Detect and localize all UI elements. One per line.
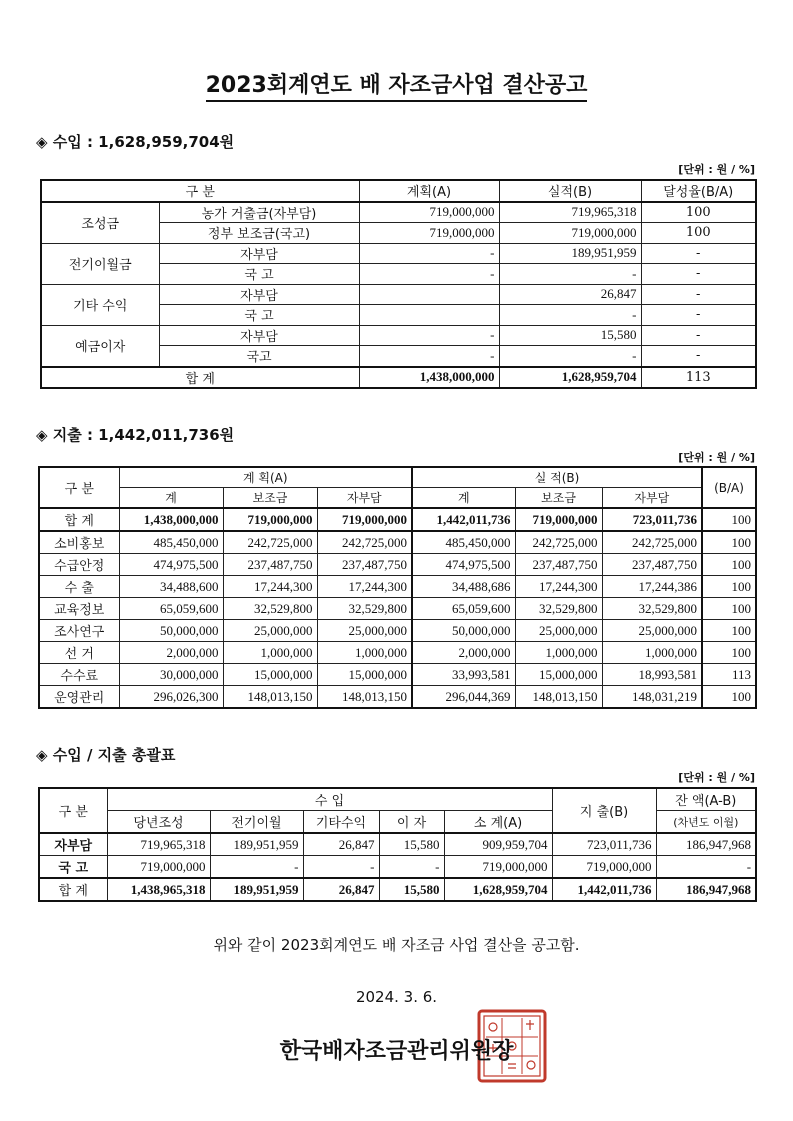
row-label: 소비홍보 xyxy=(39,531,119,554)
row-label: 수급안정 xyxy=(39,554,119,576)
plan-cell: - xyxy=(359,243,499,264)
actual-cell: 719,000,000 xyxy=(499,223,641,244)
value-cell: - xyxy=(656,856,756,879)
group-label: 전기이월금 xyxy=(41,243,159,284)
value-cell: 1,442,011,736 xyxy=(412,508,515,531)
actual-cell: 15,580 xyxy=(499,325,641,346)
value-cell: 237,487,750 xyxy=(317,554,412,576)
total-row xyxy=(39,508,756,531)
rate-cell: 100 xyxy=(702,686,756,709)
value-cell: 1,438,965,318 xyxy=(107,878,210,901)
value-cell: 34,488,686 xyxy=(412,576,515,598)
expense-heading: ◈ 지출 : 1,442,011,736원 xyxy=(36,426,235,444)
value-cell: 25,000,000 xyxy=(317,620,412,642)
value-cell: 26,847 xyxy=(303,878,379,901)
actual-cell: 719,965,318 xyxy=(499,202,641,223)
table-row xyxy=(39,620,756,642)
value-cell: 32,529,800 xyxy=(515,598,602,620)
expense-unit-label: [단위 : 원 / %] xyxy=(678,451,755,464)
value-cell: 189,951,959 xyxy=(210,878,303,901)
subheader-cell: 계 xyxy=(412,488,515,509)
summary-unit-label: [단위 : 원 / %] xyxy=(678,771,755,784)
table-row xyxy=(39,531,756,554)
income-header-plan: 계획(A) xyxy=(359,180,499,202)
expense-header-row-2 xyxy=(39,488,756,509)
value-cell: 15,580 xyxy=(379,833,444,856)
plan-cell xyxy=(359,284,499,305)
rate-cell: 100 xyxy=(702,554,756,576)
table-row xyxy=(41,202,756,223)
group-label: 조성금 xyxy=(41,202,159,244)
row-label: 수수료 xyxy=(39,664,119,686)
sub-label: 국고 xyxy=(159,346,359,367)
value-cell: 237,487,750 xyxy=(602,554,702,576)
sub-label: 정부 보조금(국고) xyxy=(159,223,359,244)
table-row xyxy=(39,686,756,709)
rate-cell: 100 xyxy=(702,642,756,664)
value-cell: 1,442,011,736 xyxy=(552,878,656,901)
value-cell: 719,000,000 xyxy=(317,508,412,531)
value-cell: 15,000,000 xyxy=(223,664,317,686)
plan-cell: 719,000,000 xyxy=(359,223,499,244)
plan-cell: 719,000,000 xyxy=(359,202,499,223)
actual-cell: 26,847 xyxy=(499,284,641,305)
rate-cell: - xyxy=(641,346,756,367)
plan-cell: - xyxy=(359,346,499,367)
total-row xyxy=(39,878,756,901)
value-cell: 1,000,000 xyxy=(602,642,702,664)
expense-header-actual: 실 적(B) xyxy=(412,467,702,488)
value-cell: 296,026,300 xyxy=(119,686,223,709)
table-row xyxy=(39,554,756,576)
value-cell: 2,000,000 xyxy=(119,642,223,664)
summary-header-category: 구 분 xyxy=(39,788,107,833)
value-cell: 1,000,000 xyxy=(515,642,602,664)
subheader-cell: 계 xyxy=(119,488,223,509)
group-label: 예금이자 xyxy=(41,325,159,367)
value-cell: 148,013,150 xyxy=(223,686,317,709)
value-cell: 237,487,750 xyxy=(515,554,602,576)
income-header-category: 구 분 xyxy=(41,180,359,202)
actual-cell: - xyxy=(499,305,641,326)
subheader-cell: 자부담 xyxy=(317,488,412,509)
value-cell: 186,947,968 xyxy=(656,878,756,901)
value-cell: 485,450,000 xyxy=(119,531,223,554)
value-cell: 65,059,600 xyxy=(119,598,223,620)
subheader-cell: 이 자 xyxy=(379,811,444,834)
income-heading: ◈ 수입 : 1,628,959,704원 xyxy=(36,133,235,151)
row-label: 수 출 xyxy=(39,576,119,598)
value-cell: 237,487,750 xyxy=(223,554,317,576)
total-label: 합 계 xyxy=(39,508,119,531)
total-rate: 113 xyxy=(641,367,756,389)
sub-label: 자부담 xyxy=(159,243,359,264)
plan-cell xyxy=(359,305,499,326)
sub-label: 국 고 xyxy=(159,305,359,326)
sub-label: 농가 거출금(자부담) xyxy=(159,202,359,223)
table-row xyxy=(39,664,756,686)
value-cell: 242,725,000 xyxy=(602,531,702,554)
table-row xyxy=(39,598,756,620)
row-label: 교육정보 xyxy=(39,598,119,620)
value-cell: 17,244,386 xyxy=(602,576,702,598)
summary-header-income: 수 입 xyxy=(107,788,552,811)
value-cell: 15,000,000 xyxy=(515,664,602,686)
subheader-cell: 전기이월 xyxy=(210,811,303,834)
total-label: 합 계 xyxy=(41,367,359,389)
value-cell: 34,488,600 xyxy=(119,576,223,598)
value-cell: 2,000,000 xyxy=(412,642,515,664)
total-plan: 1,438,000,000 xyxy=(359,367,499,389)
rate-cell: - xyxy=(641,325,756,346)
value-cell: - xyxy=(210,856,303,879)
value-cell: 474,975,500 xyxy=(119,554,223,576)
row-label: 국 고 xyxy=(39,856,107,879)
row-label: 자부담 xyxy=(39,833,107,856)
value-cell: 30,000,000 xyxy=(119,664,223,686)
expense-table xyxy=(38,466,757,709)
organization-name: 한국배자조금관리위원장 xyxy=(279,1039,514,1064)
rate-cell: - xyxy=(641,243,756,264)
value-cell: 25,000,000 xyxy=(515,620,602,642)
actual-cell: 189,951,959 xyxy=(499,243,641,264)
plan-cell: - xyxy=(359,264,499,285)
table-row xyxy=(39,642,756,664)
rate-cell: 100 xyxy=(641,223,756,244)
income-header-row xyxy=(41,180,756,202)
value-cell: 148,031,219 xyxy=(602,686,702,709)
value-cell: 719,000,000 xyxy=(107,856,210,879)
summary-heading: ◈ 수입 / 지출 총괄표 xyxy=(36,746,176,764)
value-cell: 719,965,318 xyxy=(107,833,210,856)
value-cell: 189,951,959 xyxy=(210,833,303,856)
rate-cell: 100 xyxy=(702,620,756,642)
value-cell: 148,013,150 xyxy=(515,686,602,709)
value-cell: 50,000,000 xyxy=(412,620,515,642)
value-cell: 17,244,300 xyxy=(223,576,317,598)
table-row xyxy=(39,856,756,879)
subheader-cell: 소 계(A) xyxy=(444,811,552,834)
value-cell: 186,947,968 xyxy=(656,833,756,856)
value-cell: 32,529,800 xyxy=(317,598,412,620)
expense-header-row-1 xyxy=(39,467,756,488)
summary-header-expense: 지 출(B) xyxy=(552,788,656,833)
value-cell: 719,000,000 xyxy=(444,856,552,879)
value-cell: 26,847 xyxy=(303,833,379,856)
value-cell: 32,529,800 xyxy=(223,598,317,620)
total-row xyxy=(41,367,756,389)
value-cell: 18,993,581 xyxy=(602,664,702,686)
total-label: 합 계 xyxy=(39,878,107,901)
summary-table xyxy=(38,787,757,902)
income-table xyxy=(40,179,757,389)
rate-cell: 100 xyxy=(702,508,756,531)
value-cell: 33,993,581 xyxy=(412,664,515,686)
rate-cell: - xyxy=(641,284,756,305)
value-cell: 65,059,600 xyxy=(412,598,515,620)
actual-cell: - xyxy=(499,264,641,285)
value-cell: 17,244,300 xyxy=(515,576,602,598)
value-cell: 485,450,000 xyxy=(412,531,515,554)
value-cell: 719,000,000 xyxy=(223,508,317,531)
value-cell: 1,628,959,704 xyxy=(444,878,552,901)
value-cell: 909,959,704 xyxy=(444,833,552,856)
value-cell: 15,000,000 xyxy=(317,664,412,686)
rate-cell: 100 xyxy=(702,576,756,598)
expense-header-plan: 계 획(A) xyxy=(119,467,412,488)
value-cell: 1,000,000 xyxy=(317,642,412,664)
row-label: 운영관리 xyxy=(39,686,119,709)
value-cell: 719,000,000 xyxy=(515,508,602,531)
rate-cell: - xyxy=(641,264,756,285)
subheader-cell: 당년조성 xyxy=(107,811,210,834)
rate-cell: 100 xyxy=(702,598,756,620)
value-cell: 242,725,000 xyxy=(515,531,602,554)
expense-header-rate: (B/A) xyxy=(702,467,756,508)
value-cell: 148,013,150 xyxy=(317,686,412,709)
summary-header-balance-sub: (차년도 이월) xyxy=(656,811,756,834)
income-unit-label: [단위 : 원 / %] xyxy=(678,163,755,176)
value-cell: 50,000,000 xyxy=(119,620,223,642)
value-cell: 723,011,736 xyxy=(602,508,702,531)
sub-label: 자부담 xyxy=(159,325,359,346)
table-row xyxy=(39,833,756,856)
rate-cell: - xyxy=(641,305,756,326)
value-cell: - xyxy=(379,856,444,879)
rate-cell: 100 xyxy=(641,202,756,223)
page-title: 2023회계연도 배 자조금사업 결산공고 xyxy=(0,68,793,99)
notice-date: 2024. 3. 6. xyxy=(355,988,438,1006)
value-cell: 25,000,000 xyxy=(223,620,317,642)
value-cell: - xyxy=(303,856,379,879)
rate-cell: 113 xyxy=(702,664,756,686)
summary-header-balance: 잔 액(A-B) xyxy=(656,788,756,811)
value-cell: 15,580 xyxy=(379,878,444,901)
value-cell: 242,725,000 xyxy=(223,531,317,554)
summary-header-row-1 xyxy=(39,788,756,811)
actual-cell: - xyxy=(499,346,641,367)
table-row xyxy=(39,576,756,598)
row-label: 조사연구 xyxy=(39,620,119,642)
table-row xyxy=(41,325,756,346)
value-cell: 25,000,000 xyxy=(602,620,702,642)
value-cell: 1,000,000 xyxy=(223,642,317,664)
subheader-cell: 보조금 xyxy=(515,488,602,509)
value-cell: 32,529,800 xyxy=(602,598,702,620)
value-cell: 242,725,000 xyxy=(317,531,412,554)
row-label: 선 거 xyxy=(39,642,119,664)
group-label: 기타 수익 xyxy=(41,284,159,325)
total-actual: 1,628,959,704 xyxy=(499,367,641,389)
table-row xyxy=(41,284,756,305)
subheader-cell: 보조금 xyxy=(223,488,317,509)
value-cell: 296,044,369 xyxy=(412,686,515,709)
expense-header-category: 구 분 xyxy=(39,467,119,508)
plan-cell: - xyxy=(359,325,499,346)
notice-text: 위와 같이 2023회계연도 배 자조금 사업 결산을 공고함. xyxy=(213,936,580,954)
income-header-rate: 달성율(B/A) xyxy=(641,180,756,202)
subheader-cell: 자부담 xyxy=(602,488,702,509)
value-cell: 17,244,300 xyxy=(317,576,412,598)
subheader-cell: 기타수익 xyxy=(303,811,379,834)
value-cell: 719,000,000 xyxy=(552,856,656,879)
value-cell: 474,975,500 xyxy=(412,554,515,576)
value-cell: 723,011,736 xyxy=(552,833,656,856)
sub-label: 국 고 xyxy=(159,264,359,285)
rate-cell: 100 xyxy=(702,531,756,554)
table-row xyxy=(41,243,756,264)
sub-label: 자부담 xyxy=(159,284,359,305)
value-cell: 1,438,000,000 xyxy=(119,508,223,531)
income-header-actual: 실적(B) xyxy=(499,180,641,202)
